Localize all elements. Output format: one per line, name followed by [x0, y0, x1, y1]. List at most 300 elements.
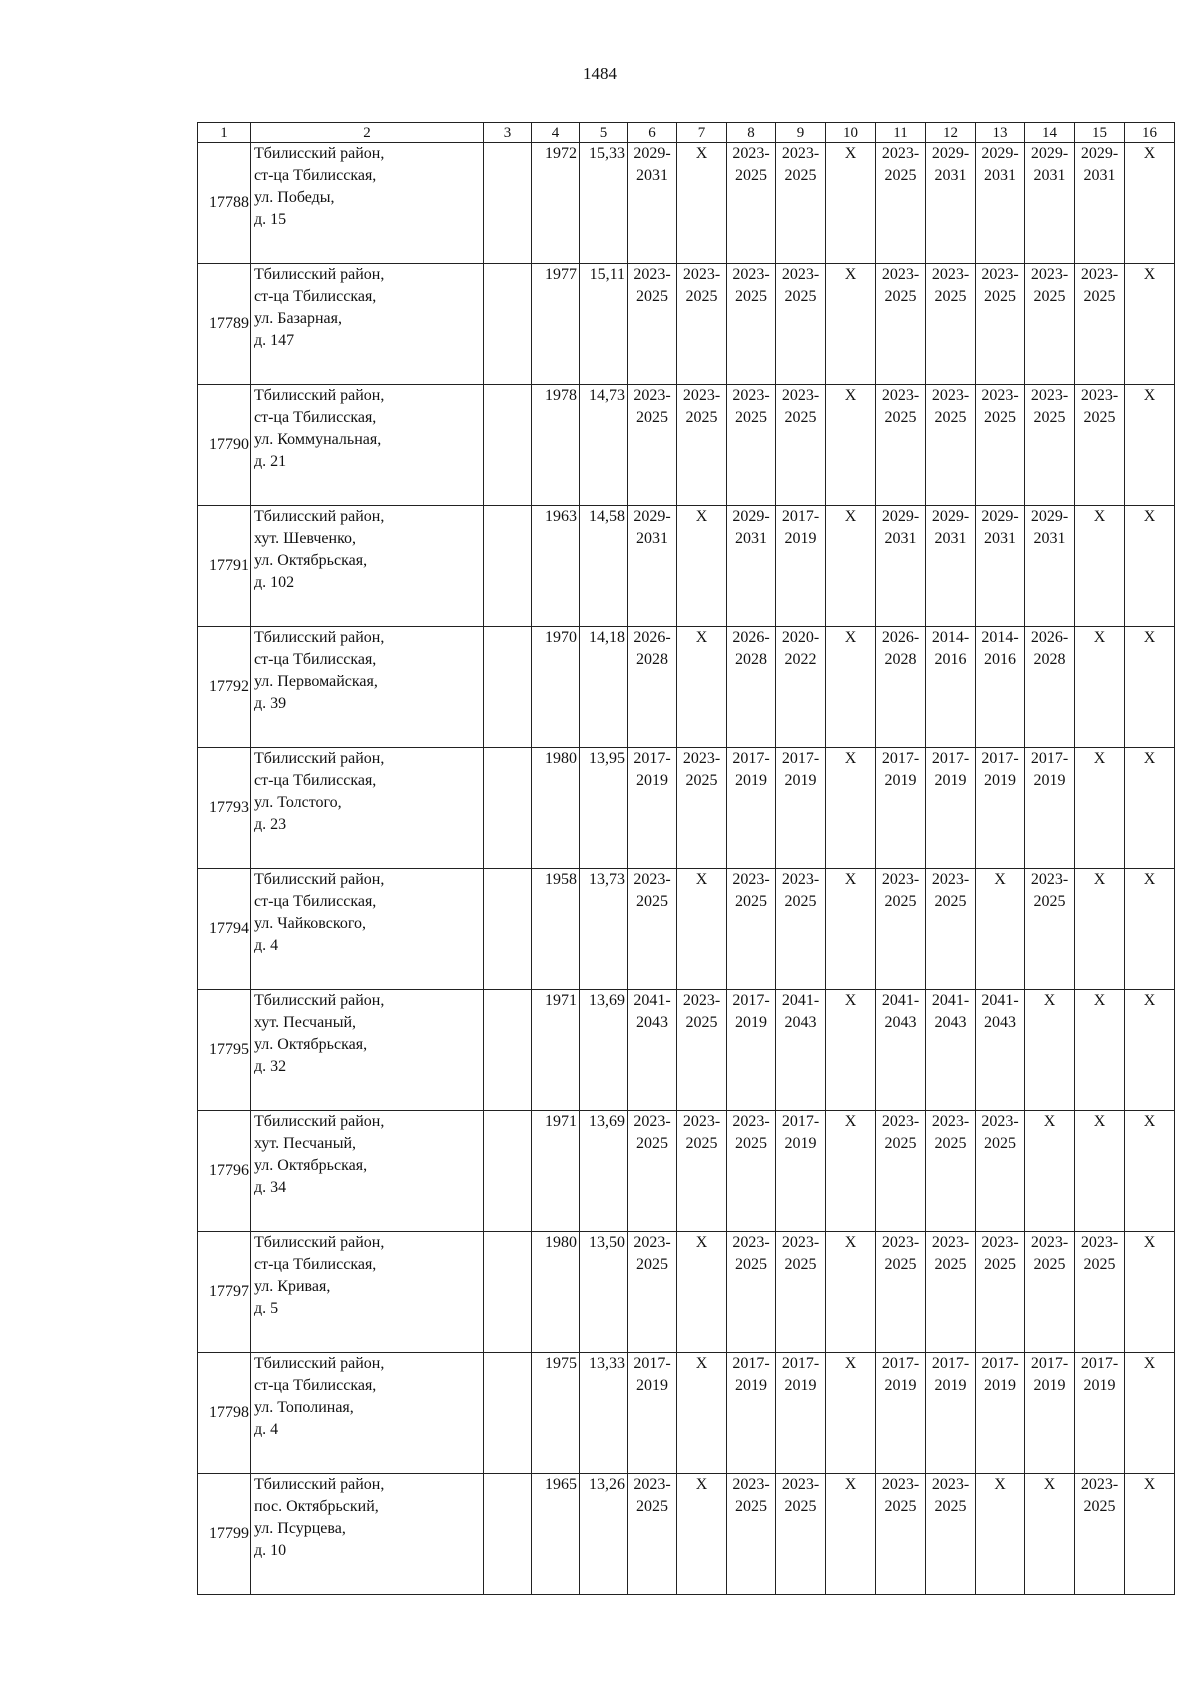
- period-start: 2029-: [981, 508, 1019, 525]
- period-end: 2025: [984, 1135, 1016, 1152]
- period-start: 2023-: [732, 266, 770, 283]
- period-end: 2025: [934, 1256, 967, 1273]
- period-cell: [976, 990, 1025, 1111]
- period-cell: X: [976, 869, 1025, 990]
- period-end: 2025: [984, 1256, 1016, 1273]
- address-line: ст-ца Тбилисская,: [254, 288, 377, 305]
- period-end: 2025: [934, 288, 967, 305]
- period-end: 2031: [1033, 167, 1066, 184]
- period-end: 2028: [884, 651, 917, 668]
- period-cell: [677, 748, 727, 869]
- address-line: ст-ца Тбилисская,: [254, 167, 377, 184]
- build-year: 1978: [532, 385, 580, 506]
- period-cell: [1075, 385, 1125, 506]
- period-end: 2019: [735, 1377, 767, 1394]
- period-end: 2025: [784, 1256, 817, 1273]
- period-cell: [876, 1111, 926, 1232]
- table-row: [198, 1232, 1175, 1353]
- row-id: 17795: [198, 990, 251, 1111]
- period-cell: X: [677, 627, 727, 748]
- period-end: 2019: [884, 1377, 917, 1394]
- period-end: 2019: [784, 1377, 817, 1394]
- table-row: [198, 1111, 1175, 1232]
- column-header: 11: [876, 123, 926, 143]
- index-value: 15,11: [580, 264, 628, 385]
- period-cell: X: [826, 990, 876, 1111]
- period-end: 2019: [784, 530, 817, 547]
- address-line: Тбилисский район,: [254, 1234, 385, 1251]
- column-header: 13: [976, 123, 1025, 143]
- period-cell: [876, 869, 926, 990]
- period-end: 2043: [934, 1014, 967, 1031]
- period-start: 2017-: [881, 750, 920, 767]
- period-start: 2029-: [881, 508, 920, 525]
- period-end: 2025: [884, 1135, 917, 1152]
- period-end: 2031: [636, 530, 668, 547]
- address-line: ул. Тополиная,: [254, 1399, 354, 1416]
- period-start: 2017-: [881, 1355, 920, 1372]
- period-start: 2023-: [732, 1476, 770, 1493]
- address-line: Тбилисский район,: [254, 629, 385, 646]
- period-end: 2031: [636, 167, 668, 184]
- period-start: 2029-: [1080, 145, 1119, 162]
- period-cell: [727, 1474, 776, 1595]
- period-start: 2023-: [981, 266, 1019, 283]
- column-header: 7: [677, 123, 727, 143]
- period-end: 2022: [784, 651, 817, 668]
- period-start: 2023-: [1080, 387, 1119, 404]
- address-cell: [251, 1232, 484, 1353]
- build-year: 1970: [532, 627, 580, 748]
- period-start: 2017-: [931, 1355, 970, 1372]
- table-row: [198, 748, 1175, 869]
- period-start: 2023-: [732, 145, 770, 162]
- period-cell: [628, 1353, 677, 1474]
- address-line: хут. Песчаный,: [254, 1135, 357, 1152]
- period-end: 2025: [784, 167, 817, 184]
- index-value: 13,69: [580, 990, 628, 1111]
- period-start: 2023-: [881, 871, 920, 888]
- period-cell: X: [1075, 990, 1125, 1111]
- period-start: 2023-: [1080, 266, 1119, 283]
- period-end: 2025: [1033, 893, 1066, 910]
- index-value: 13,69: [580, 1111, 628, 1232]
- period-cell: [1075, 143, 1125, 264]
- period-end: 2031: [934, 167, 967, 184]
- period-end: 2025: [685, 288, 718, 305]
- period-cell: [1075, 1232, 1125, 1353]
- period-start: 2023-: [881, 145, 920, 162]
- period-cell: [876, 990, 926, 1111]
- period-start: 2017-: [732, 992, 770, 1009]
- period-cell: [926, 143, 976, 264]
- period-cell: [1025, 1232, 1075, 1353]
- period-cell: [1025, 748, 1075, 869]
- period-end: 2031: [1083, 167, 1116, 184]
- address-line: д. 5: [254, 1300, 279, 1317]
- period-cell: [876, 627, 926, 748]
- row-id: 17790: [198, 385, 251, 506]
- period-start: 2017-: [732, 1355, 770, 1372]
- period-cell: X: [1125, 1111, 1175, 1232]
- period-end: 2019: [1033, 772, 1066, 789]
- column-header: 3: [484, 123, 532, 143]
- period-start: 2023-: [732, 387, 770, 404]
- row-id: 17789: [198, 264, 251, 385]
- period-cell: [876, 385, 926, 506]
- period-end: 2025: [1033, 409, 1066, 426]
- period-cell: X: [826, 506, 876, 627]
- address-line: д. 39: [254, 695, 287, 712]
- period-start: 2017-: [1030, 1355, 1069, 1372]
- period-start: 2023-: [1030, 871, 1069, 888]
- period-end: 2025: [1083, 1256, 1116, 1273]
- period-cell: [876, 1232, 926, 1353]
- period-start: 2029-: [732, 508, 770, 525]
- period-cell: [926, 748, 976, 869]
- column-3-cell: [484, 627, 532, 748]
- period-end: 2025: [884, 167, 917, 184]
- period-start: 2023-: [732, 1234, 770, 1251]
- period-cell: X: [1075, 627, 1125, 748]
- address-line: хут. Шевченко,: [254, 530, 357, 547]
- period-start: 2017-: [633, 1355, 671, 1372]
- period-start: 2023-: [1080, 1234, 1119, 1251]
- address-line: д. 10: [254, 1542, 287, 1559]
- period-cell: [926, 264, 976, 385]
- period-start: 2041-: [633, 992, 671, 1009]
- period-start: 2023-: [633, 1113, 671, 1130]
- period-end: 2019: [934, 1377, 967, 1394]
- build-year: 1980: [532, 748, 580, 869]
- address-line: ул. Октябрьская,: [254, 1036, 368, 1053]
- header-row: [198, 123, 1175, 143]
- address-line: Тбилисский район,: [254, 1355, 385, 1372]
- address-line: Тбилисский район,: [254, 1476, 385, 1493]
- period-cell: X: [1125, 385, 1175, 506]
- column-header: 9: [776, 123, 826, 143]
- period-end: 2025: [1083, 288, 1116, 305]
- period-end: 2019: [884, 772, 917, 789]
- table-row: [198, 385, 1175, 506]
- address-line: пос. Октябрьский,: [254, 1498, 379, 1515]
- address-line: Тбилисский район,: [254, 992, 385, 1009]
- period-end: 2025: [1083, 409, 1116, 426]
- period-cell: X: [1125, 1474, 1175, 1595]
- period-cell: [1025, 506, 1075, 627]
- period-end: 2025: [1033, 1256, 1066, 1273]
- period-end: 2031: [984, 530, 1016, 547]
- period-cell: X: [826, 264, 876, 385]
- period-start: 2017-: [931, 750, 970, 767]
- address-line: д. 102: [254, 574, 295, 591]
- period-start: 2017-: [781, 750, 820, 767]
- period-end: 2025: [636, 409, 668, 426]
- period-cell: X: [1125, 506, 1175, 627]
- period-cell: [776, 143, 826, 264]
- period-cell: X: [826, 627, 876, 748]
- column-header: 1: [198, 123, 251, 143]
- period-cell: X: [1025, 1111, 1075, 1232]
- period-cell: [677, 1111, 727, 1232]
- period-cell: [876, 143, 926, 264]
- build-year: 1963: [532, 506, 580, 627]
- period-cell: [628, 748, 677, 869]
- address-line: хут. Песчаный,: [254, 1014, 357, 1031]
- address-line: ул. Коммунальная,: [254, 431, 382, 448]
- period-start: 2023-: [931, 1476, 970, 1493]
- period-cell: [727, 385, 776, 506]
- period-end: 2043: [884, 1014, 917, 1031]
- address-line: Тбилисский район,: [254, 1113, 385, 1130]
- period-cell: [628, 990, 677, 1111]
- period-start: 2023-: [881, 266, 920, 283]
- index-value: 13,95: [580, 748, 628, 869]
- period-cell: [727, 1232, 776, 1353]
- period-start: 2017-: [732, 750, 770, 767]
- period-start: 2023-: [732, 1113, 770, 1130]
- period-start: 2017-: [981, 1355, 1019, 1372]
- period-end: 2025: [1033, 288, 1066, 305]
- period-start: 2023-: [682, 992, 721, 1009]
- period-start: 2023-: [633, 1476, 671, 1493]
- period-start: 2029-: [931, 145, 970, 162]
- period-cell: X: [1125, 990, 1175, 1111]
- period-cell: X: [677, 1232, 727, 1353]
- address-cell: [251, 1474, 484, 1595]
- period-end: 2025: [685, 772, 718, 789]
- period-cell: X: [1125, 627, 1175, 748]
- period-end: 2028: [735, 651, 767, 668]
- period-start: 2041-: [781, 992, 820, 1009]
- period-end: 2025: [884, 409, 917, 426]
- period-cell: X: [677, 143, 727, 264]
- column-header: 15: [1075, 123, 1125, 143]
- period-cell: X: [677, 506, 727, 627]
- period-cell: [1025, 627, 1075, 748]
- period-cell: [1075, 1353, 1125, 1474]
- address-line: д. 4: [254, 937, 279, 954]
- period-cell: X: [1025, 1474, 1075, 1595]
- period-end: 2019: [1083, 1377, 1116, 1394]
- period-end: 2025: [1083, 1498, 1116, 1515]
- period-end: 2025: [784, 288, 817, 305]
- index-value: 13,33: [580, 1353, 628, 1474]
- address-line: ст-ца Тбилисская,: [254, 1377, 377, 1394]
- column-3-cell: [484, 506, 532, 627]
- column-header: 4: [532, 123, 580, 143]
- address-line: ст-ца Тбилисская,: [254, 1256, 377, 1273]
- period-start: 2017-: [1030, 750, 1069, 767]
- address-line: ул. Базарная,: [254, 310, 343, 327]
- period-start: 2023-: [781, 387, 820, 404]
- period-end: 2025: [934, 893, 967, 910]
- period-start: 2020-: [781, 629, 820, 646]
- period-end: 2025: [884, 1498, 917, 1515]
- address-line: Тбилисский район,: [254, 145, 385, 162]
- row-id: 17798: [198, 1353, 251, 1474]
- period-end: 2019: [636, 772, 668, 789]
- period-start: 2023-: [981, 1234, 1019, 1251]
- period-cell: [628, 627, 677, 748]
- address-cell: [251, 869, 484, 990]
- period-end: 2025: [934, 409, 967, 426]
- period-cell: X: [1075, 506, 1125, 627]
- table-row: [198, 143, 1175, 264]
- row-id: 17792: [198, 627, 251, 748]
- page-number: 1484: [583, 64, 617, 83]
- column-3-cell: [484, 264, 532, 385]
- period-start: 2014-: [981, 629, 1019, 646]
- period-end: 2019: [984, 1377, 1016, 1394]
- column-3-cell: [484, 1111, 532, 1232]
- period-start: 2023-: [881, 1476, 920, 1493]
- period-end: 2025: [784, 409, 817, 426]
- period-end: 2031: [1033, 530, 1066, 547]
- period-cell: [876, 264, 926, 385]
- period-cell: X: [1125, 1353, 1175, 1474]
- period-cell: X: [1125, 264, 1175, 385]
- period-cell: X: [826, 1474, 876, 1595]
- period-end: 2025: [735, 288, 767, 305]
- period-start: 2023-: [781, 1476, 820, 1493]
- build-year: 1975: [532, 1353, 580, 1474]
- period-end: 2025: [884, 893, 917, 910]
- period-cell: [976, 143, 1025, 264]
- period-start: 2017-: [781, 1113, 820, 1130]
- period-start: 2026-: [633, 629, 671, 646]
- address-line: д. 21: [254, 453, 287, 470]
- index-value: 13,73: [580, 869, 628, 990]
- column-header: 10: [826, 123, 876, 143]
- column-3-cell: [484, 748, 532, 869]
- period-end: 2025: [884, 1256, 917, 1273]
- column-header: 16: [1125, 123, 1175, 143]
- address-line: ул. Первомайская,: [254, 673, 378, 690]
- address-cell: [251, 143, 484, 264]
- period-start: 2017-: [781, 1355, 820, 1372]
- period-start: 2023-: [682, 387, 721, 404]
- period-cell: [976, 748, 1025, 869]
- period-end: 2028: [1033, 651, 1066, 668]
- address-line: ст-ца Тбилисская,: [254, 893, 377, 910]
- period-cell: [776, 1232, 826, 1353]
- address-line: ул. Победы,: [254, 189, 335, 206]
- column-header: 6: [628, 123, 677, 143]
- row-id: 17793: [198, 748, 251, 869]
- period-start: 2023-: [682, 266, 721, 283]
- period-end: 2025: [636, 893, 668, 910]
- period-cell: [776, 1353, 826, 1474]
- period-end: 2019: [735, 1014, 767, 1031]
- build-year: 1980: [532, 1232, 580, 1353]
- address-line: ул. Чайковского,: [254, 915, 366, 932]
- period-cell: [876, 1353, 926, 1474]
- period-start: 2023-: [881, 1113, 920, 1130]
- period-cell: X: [1125, 143, 1175, 264]
- address-cell: [251, 1111, 484, 1232]
- period-cell: [976, 1353, 1025, 1474]
- period-end: 2019: [636, 1377, 668, 1394]
- period-end: 2025: [636, 1135, 668, 1152]
- period-end: 2025: [735, 1256, 767, 1273]
- period-end: 2025: [735, 409, 767, 426]
- period-cell: [776, 264, 826, 385]
- period-cell: X: [1075, 748, 1125, 869]
- period-start: 2017-: [633, 750, 671, 767]
- period-cell: [628, 143, 677, 264]
- build-year: 1958: [532, 869, 580, 990]
- row-id: 17797: [198, 1232, 251, 1353]
- period-cell: X: [1125, 1232, 1175, 1353]
- address-cell: [251, 627, 484, 748]
- period-cell: [628, 1111, 677, 1232]
- period-end: 2031: [984, 167, 1016, 184]
- period-cell: [727, 748, 776, 869]
- period-cell: [727, 990, 776, 1111]
- address-cell: [251, 748, 484, 869]
- period-start: 2023-: [633, 266, 671, 283]
- address-cell: [251, 264, 484, 385]
- index-value: 13,50: [580, 1232, 628, 1353]
- table-row: [198, 506, 1175, 627]
- period-end: 2025: [735, 1135, 767, 1152]
- period-cell: [1025, 385, 1075, 506]
- period-cell: [628, 869, 677, 990]
- period-cell: [926, 1232, 976, 1353]
- period-cell: X: [976, 1474, 1025, 1595]
- period-cell: [976, 1232, 1025, 1353]
- column-header: 14: [1025, 123, 1075, 143]
- period-end: 2025: [934, 1135, 967, 1152]
- period-end: 2025: [636, 288, 668, 305]
- period-cell: X: [826, 1111, 876, 1232]
- period-end: 2025: [934, 1498, 967, 1515]
- period-cell: [926, 385, 976, 506]
- housing-registry-table: [197, 122, 1175, 1595]
- period-cell: [926, 990, 976, 1111]
- period-start: 2017-: [1080, 1355, 1119, 1372]
- address-line: Тбилисский район,: [254, 266, 385, 283]
- period-cell: [876, 748, 926, 869]
- period-start: 2017-: [781, 508, 820, 525]
- period-cell: [926, 869, 976, 990]
- period-cell: [727, 143, 776, 264]
- period-start: 2023-: [633, 871, 671, 888]
- period-cell: [628, 264, 677, 385]
- column-3-cell: [484, 1353, 532, 1474]
- period-cell: [1075, 1474, 1125, 1595]
- period-start: 2041-: [981, 992, 1019, 1009]
- period-cell: [677, 385, 727, 506]
- period-cell: [677, 990, 727, 1111]
- period-start: 2023-: [781, 145, 820, 162]
- address-line: ул. Кривая,: [254, 1278, 331, 1295]
- period-cell: [876, 506, 926, 627]
- period-end: 2031: [735, 530, 767, 547]
- period-start: 2023-: [781, 266, 820, 283]
- row-id: 17799: [198, 1474, 251, 1595]
- period-cell: [976, 506, 1025, 627]
- address-line: Тбилисский район,: [254, 750, 385, 767]
- period-cell: [976, 385, 1025, 506]
- period-cell: X: [1125, 748, 1175, 869]
- period-start: 2023-: [931, 1234, 970, 1251]
- period-cell: [1025, 264, 1075, 385]
- period-cell: [1075, 264, 1125, 385]
- column-3-cell: [484, 1474, 532, 1595]
- period-cell: [727, 1111, 776, 1232]
